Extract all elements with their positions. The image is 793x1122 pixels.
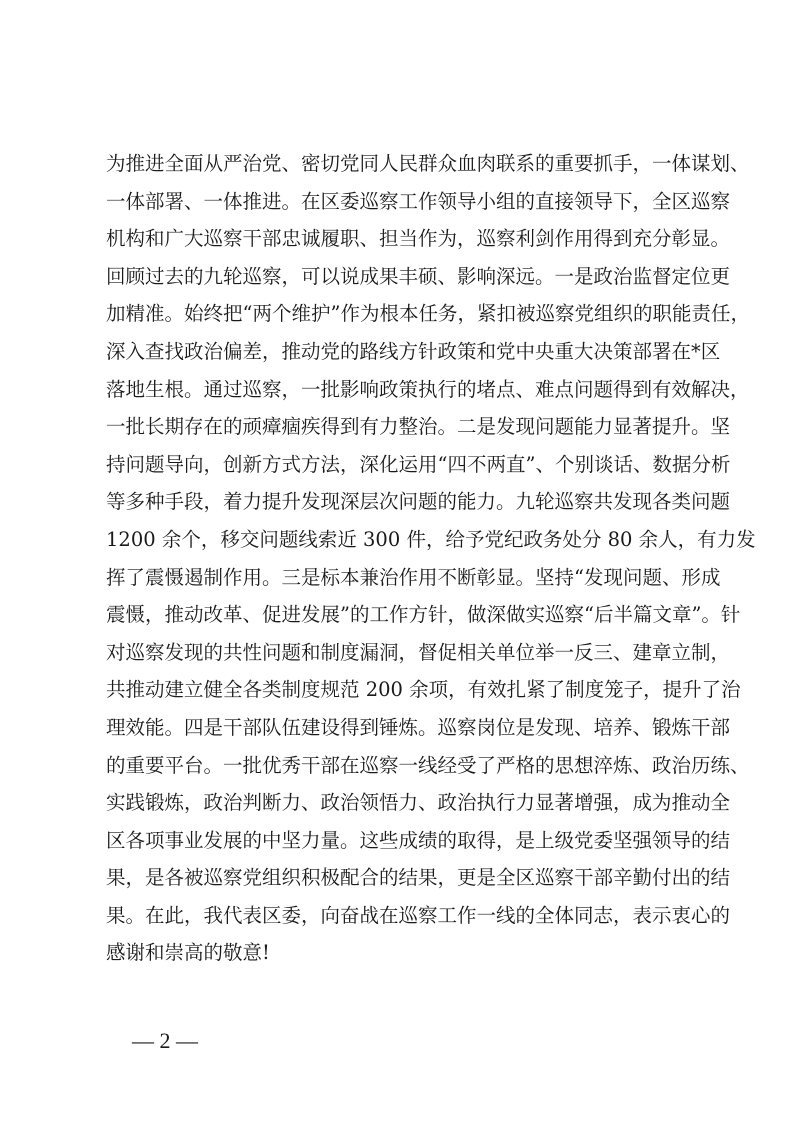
text-line: 挥了震慑遏制作用。三是标本兼治作用不断彰显。坚持“发现问题、形成	[106, 565, 721, 589]
text-line: 一体部署、一体推进。在区委巡察工作领导小组的直接领导下，全区巡察	[106, 189, 731, 213]
page-number: — 2 —	[132, 1028, 198, 1053]
text-line: 震慑，推动改革、促进发展”的工作方针，做深做实巡察“后半篇文章”。针	[106, 603, 741, 627]
text-line: 为推进全面从严治党、密切党同人民群众血肉联系的重要抓手，一体谋划、	[106, 152, 750, 175]
text-line-last: 感谢和崇高的敬意!	[106, 941, 270, 965]
text-line: 机构和广大巡察干部忠诚履职、担当作为，巡察利剑作用得到充分彰显。	[106, 227, 731, 251]
text-line: 共推动建立健全各类制度规范 200 余项，有效扎紧了制度笼子，提升了治	[106, 678, 741, 702]
text-line: 的重要平台。一批优秀干部在巡察一线经受了严格的思想淬炼、政治历练、	[106, 753, 750, 777]
text-line: 持问题导向，创新方式方法，深化运用“四不两直”、个别谈话、数据分析	[106, 452, 731, 476]
text-line: 果。在此，我代表区委，向奋战在巡察工作一线的全体同志，表示衷心的	[106, 903, 731, 927]
text-line: 加精准。始终把“两个维护”作为根本任务，紧扣被巡察党组织的职能责任，	[106, 302, 750, 326]
text-line: 落地生根。通过巡察，一批影响政策执行的堵点、难点问题得到有效解决，	[106, 377, 750, 401]
text-line: 一批长期存在的顽瘴痼疾得到有力整治。二是发现问题能力显著提升。坚	[106, 415, 731, 439]
text-line: 区各项事业发展的中坚力量。这些成绩的取得，是上级党委坚强领导的结	[106, 828, 731, 852]
text-line: 理效能。四是干部队伍建设得到锤炼。巡察岗位是发现、培养、锻炼干部	[106, 715, 731, 739]
text-line: 等多种手段，着力提升发现深层次问题的能力。九轮巡察共发现各类问题	[106, 490, 731, 514]
text-line: 对巡察发现的共性问题和制度漏洞，督促相关单位举一反三、建章立制，	[106, 640, 731, 664]
text-line: 回顾过去的九轮巡察，可以说成果丰硕、影响深远。一是政治监督定位更	[106, 264, 731, 288]
body-paragraph	[106, 145, 756, 972]
text-line: 1200 余个，移交问题线索近 300 件，给予党纪政务处分 80 余人，有力发	[106, 527, 756, 551]
text-line: 深入查找政治偏差，推动党的路线方针政策和党中央重大决策部署在*区	[106, 339, 721, 363]
text-line: 果，是各被巡察党组织积极配合的结果，更是全区巡察干部辛勤付出的结	[106, 866, 731, 890]
text-line: 实践锻炼，政治判断力、政治领悟力、政治执行力显著增强，成为推动全	[106, 791, 731, 815]
